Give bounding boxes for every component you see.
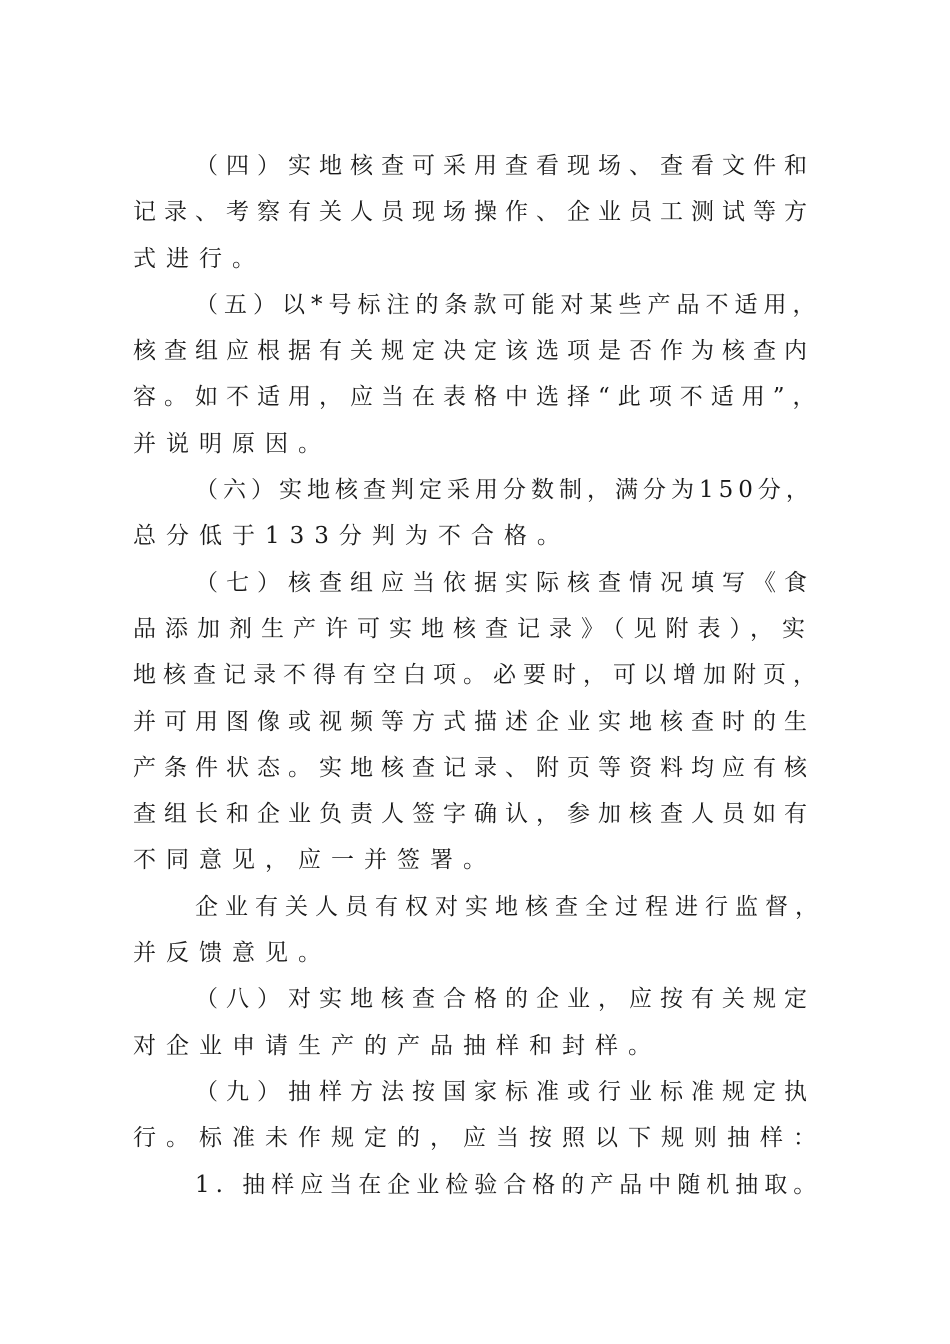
paragraph-7-line-6: 查组长和企业负责人签字确认，参加核查人员如有 [133,801,815,828]
paragraph-supervision-line-2: 并反馈意见。 [133,940,331,967]
paragraph-4-line-1: （四）实地核查可采用查看现场、查看文件和 [195,153,815,179]
paragraph-supervision-line-1: 企业有关人员有权对实地核查全过程进行监督， [195,893,825,920]
sampling-rule-1: 1. 抽样应当在企业检验合格的产品中随机抽取。 [195,1171,823,1198]
paragraph-7-line-7: 不同意见，应一并签署。 [133,847,496,874]
paragraph-8-line-1: （八）对实地核查合格的企业，应按有关规定 [195,986,815,1013]
paragraph-6-line-1: （六）实地核查判定采用分数制，满分为150分， [195,477,814,504]
paragraph-7-line-1: （七）核查组应当依据实际核查情况填写《食 [195,569,815,596]
paragraph-8-line-2: 对企业申请生产的产品抽样和封样。 [133,1032,661,1059]
paragraph-6-line-2: 总分低于133分判为不合格。 [133,523,570,550]
paragraph-5-line-4: 并说明原因。 [133,430,331,457]
paragraph-9-line-1: （九）抽样方法按国家标准或行业标准规定执 [195,1078,815,1105]
paragraph-5-line-1: （五）以*号标注的条款可能对某些产品不适用， [195,291,822,318]
paragraph-7-line-2: 品添加剂生产许可实地核查记录》（见附表），实 [133,615,814,642]
document-body [133,143,833,1208]
paragraph-9-line-2: 行。标准未作规定的，应当按照以下规则抽样： [133,1125,826,1152]
paragraph-7-line-4: 并可用图像或视频等方式描述企业实地核查时的生 [133,708,815,735]
paragraph-7-line-5: 产条件状态。实地核查记录、附页等资料均应有核 [133,754,815,781]
paragraph-7-line-3: 地核查记录不得有空白项。必要时，可以增加附页， [133,662,823,689]
paragraph-4-line-2: 记录、考察有关人员现场操作、企业员工测试等方 [133,199,815,226]
paragraph-5-line-3: 容。如不适用，应当在表格中选择“此项不适用”， [133,384,824,411]
paragraph-5-line-2: 核查组应根据有关规定决定该选项是否作为核查内 [133,338,815,365]
paragraph-4-line-3: 式进行。 [133,245,265,272]
